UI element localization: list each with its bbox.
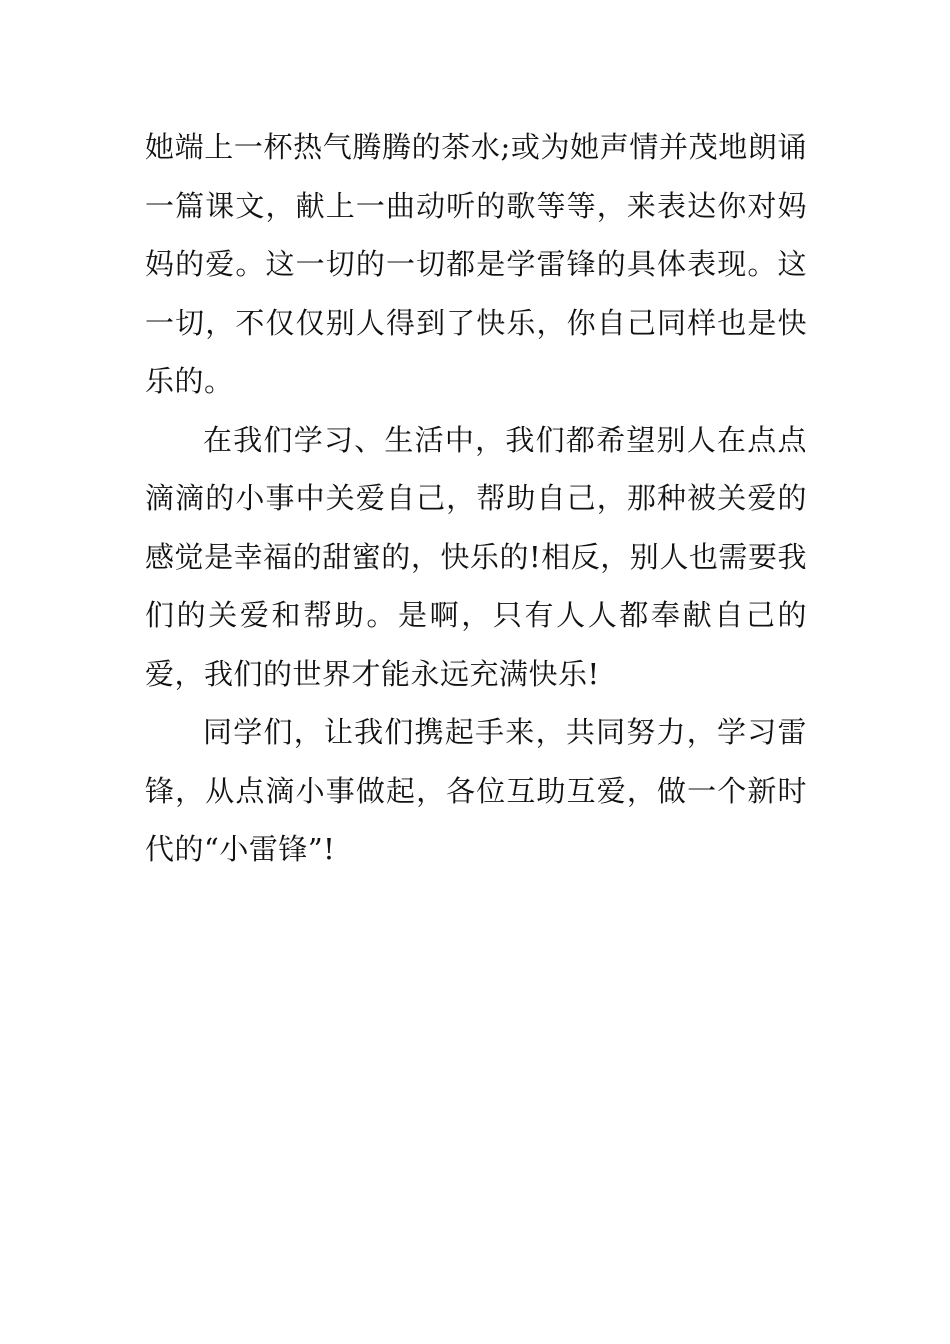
paragraph-continuation: 她端上一杯热气腾腾的茶水;或为她声情并茂地朗诵一篇课文，献上一曲动听的歌等等，来表达你对妈妈的爱。这一切的一切都是学雷锋的具体表现。这一切，不仅仅别人得到了快乐，你自己同样也是快乐的。 bbox=[145, 130, 807, 398]
document-body bbox=[145, 118, 807, 879]
paragraph: 同学们，让我们携起手来，共同努力，学习雷锋，从点滴小事做起，各位互助互爱，做一个新时代的“小雷锋”! bbox=[145, 715, 807, 866]
paragraph: 在我们学习、生活中，我们都希望别人在点点滴滴的小事中关爱自己，帮助自己，那种被关爱的感觉是幸福的甜蜜的，快乐的!相反，别人也需要我们的关爱和帮助。是啊，只有人人都奉献自己的爱，我们的世界才能永远充满快乐! bbox=[145, 422, 807, 691]
